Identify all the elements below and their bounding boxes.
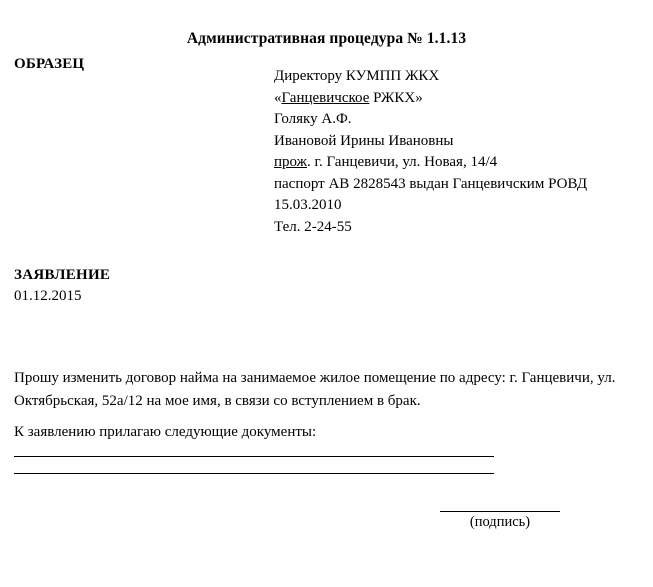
- addressee-line-2: [274, 88, 587, 110]
- addressee-line-3: Голяку А.Ф.: [274, 111, 352, 127]
- phone-line: Тел. 2-24-55: [274, 218, 352, 235]
- statement-date: 01.12.2015: [14, 288, 82, 304]
- passport-issue-date: 15.03.2010: [274, 197, 342, 213]
- quote-open: «: [274, 89, 282, 106]
- request-body-text: Прошу изменить договор найма на занимаемое жилое помещение по адресу: г. Ганцевичи, ул. Октябрьская, 52а/12 на мое имя, в связи со вступлением в брак.: [14, 370, 616, 409]
- signature-line: [440, 511, 560, 512]
- organization-name-underlined: Ганцевичское: [281, 89, 370, 106]
- residence-label-underlined: прож: [274, 154, 308, 170]
- applicant-name: Ивановой Ирины Ивановны: [274, 132, 454, 149]
- residence-address-rest: . г. Ганцевичи, ул. Новая, 14/4: [307, 154, 498, 170]
- organization-name-rest: РЖКХ»: [369, 89, 423, 106]
- attachments-lead-in: К заявлению прилагаю следующие документы:: [14, 424, 317, 440]
- applicant-address: [274, 152, 587, 174]
- signature-caption: (подпись): [469, 514, 531, 530]
- addressee-block: [274, 66, 587, 238]
- sample-stamp-label: ОБРАЗЕЦ: [14, 56, 85, 72]
- passport-line: паспорт АВ 2828543 выдан Ганцевичским РОВД: [274, 175, 588, 192]
- document-title: Административная процедура № 1.1.13: [186, 30, 467, 47]
- addressee-line-1: Директору КУМПП ЖКХ: [274, 68, 440, 84]
- attachment-blank-line-1: [14, 456, 494, 457]
- attachment-blank-line-2: [14, 473, 494, 474]
- statement-heading: ЗАЯВЛЕНИЕ: [14, 267, 111, 283]
